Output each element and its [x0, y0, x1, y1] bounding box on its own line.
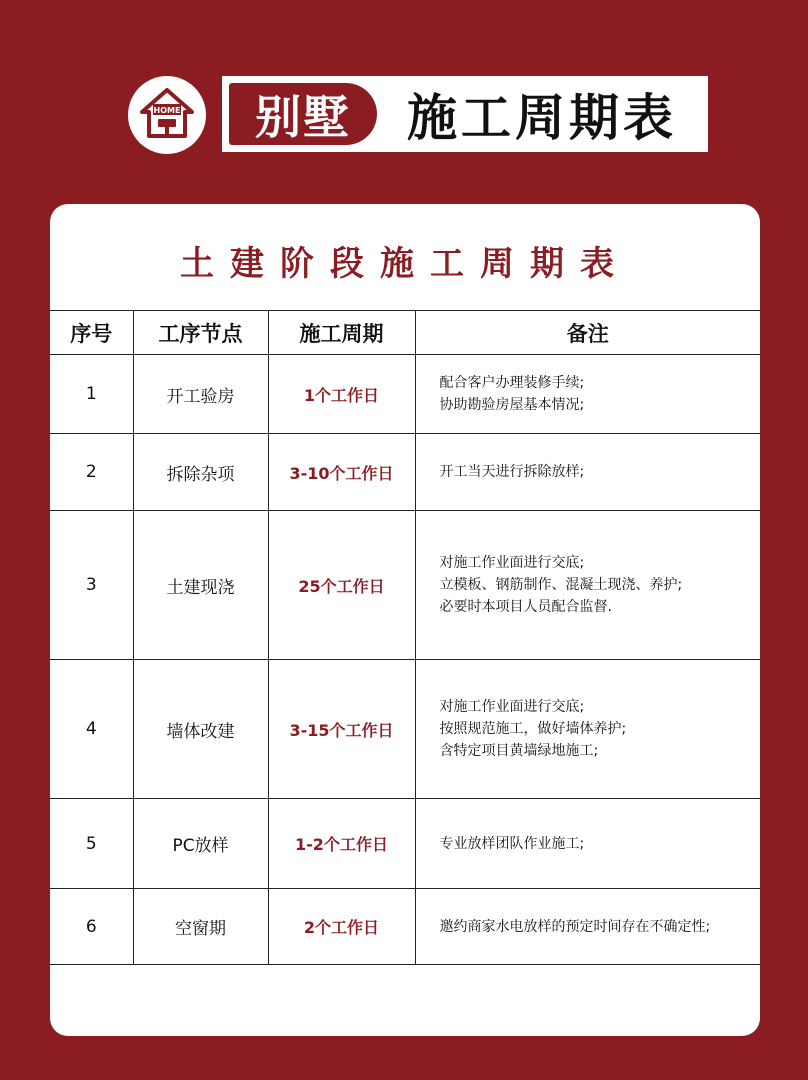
row-node: PC放样: [133, 799, 268, 889]
row-node: 土建现浇: [133, 511, 268, 660]
table-row: [50, 434, 760, 511]
note-line: 含特定项目黄墙绿地施工;: [439, 743, 599, 759]
row-duration: 3-10个工作日: [268, 434, 415, 511]
table-row: [50, 799, 760, 889]
note-line: 对施工作业面进行交底;: [439, 699, 585, 715]
row-notes: [415, 434, 760, 511]
row-duration: 1-2个工作日: [268, 799, 415, 889]
row-duration: 2个工作日: [268, 889, 415, 965]
row-notes: [415, 799, 760, 889]
row-notes: [415, 889, 760, 965]
row-no: 4: [50, 660, 133, 799]
row-notes: [415, 660, 760, 799]
row-no: 6: [50, 889, 133, 965]
row-node: 开工验房: [133, 355, 268, 434]
row-node: 墙体改建: [133, 660, 268, 799]
table-row: [50, 511, 760, 660]
schedule-card: [50, 204, 760, 1036]
row-node: 拆除杂项: [133, 434, 268, 511]
row-duration: 25个工作日: [268, 511, 415, 660]
row-no: 5: [50, 799, 133, 889]
note-line: 对施工作业面进行交底;: [439, 555, 585, 571]
card-title: 土建阶段施工周期表: [180, 244, 630, 284]
note-line: 必要时本项目人员配合监督.: [439, 599, 612, 615]
col-header-notes: 备注: [415, 311, 760, 355]
title-schedule: 施工周期表: [407, 88, 677, 147]
note-line: 协助勘验房屋基本情况;: [439, 397, 585, 413]
note-line: 开工当天进行拆除放样;: [439, 464, 585, 480]
note-line: 配合客户办理装修手续;: [439, 375, 585, 391]
row-node: 空窗期: [133, 889, 268, 965]
row-no: 2: [50, 434, 133, 511]
note-line: 邀约商家水电放样的预定时间存在不确定性;: [439, 918, 711, 935]
table-row: [50, 889, 760, 965]
note-line: 立模板、钢筋制作、混凝土现浇、养护;: [439, 577, 683, 593]
home-logo: [128, 76, 206, 154]
row-duration: 3-15个工作日: [268, 660, 415, 799]
table-row: [50, 355, 760, 434]
table-header-row: [50, 311, 760, 355]
header-title: [222, 76, 708, 152]
col-header-duration: 施工周期: [268, 311, 415, 355]
note-line: 按照规范施工，做好墙体养护;: [439, 721, 627, 737]
table-row: [50, 660, 760, 799]
house-icon: [136, 84, 198, 146]
row-duration: 1个工作日: [268, 355, 415, 434]
row-notes: [415, 355, 760, 434]
schedule-table: [50, 310, 760, 965]
title-villa: 别墅: [229, 83, 377, 145]
row-no: 3: [50, 511, 133, 660]
row-notes: [415, 511, 760, 660]
col-header-node: 工序节点: [133, 311, 268, 355]
col-header-no: 序号: [50, 311, 133, 355]
note-line: 专业放样团队作业施工;: [439, 835, 585, 852]
row-no: 1: [50, 355, 133, 434]
logo-text: HOME: [153, 106, 181, 115]
